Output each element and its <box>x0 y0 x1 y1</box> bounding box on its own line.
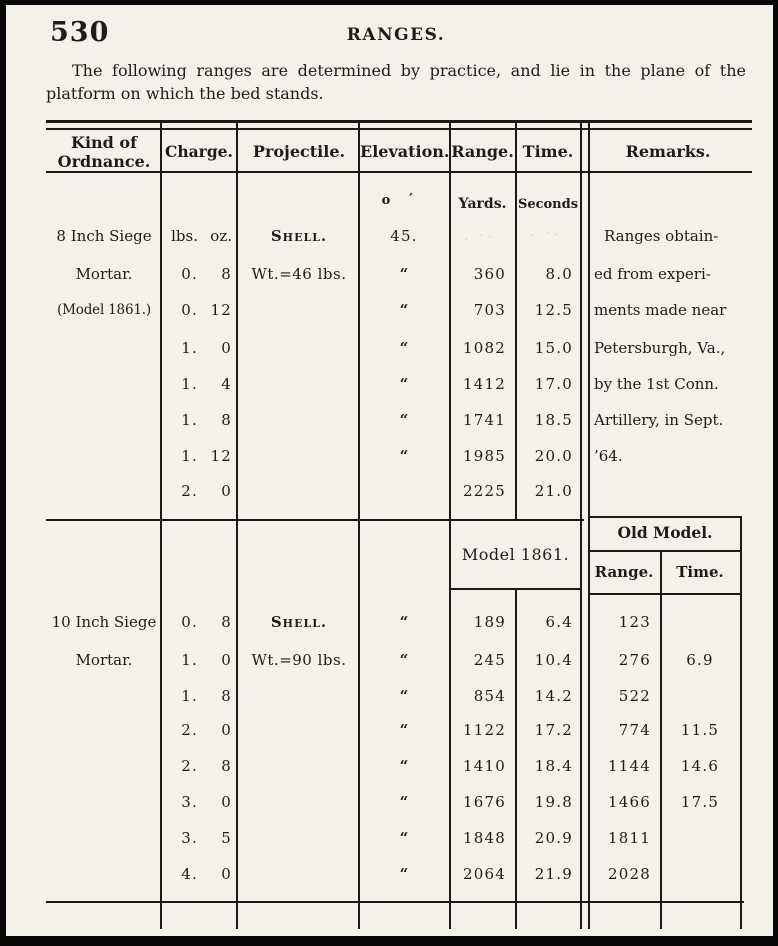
column-rule-projectile-elevation <box>358 123 360 929</box>
charge-oz-cell: 0 <box>221 482 232 500</box>
kind-cell: 10 Inch Siege <box>51 613 157 631</box>
remarks-cell <box>594 478 749 504</box>
projectile-cell <box>240 478 358 504</box>
elevation-cell: “ <box>399 411 409 429</box>
range-cell: 2064 <box>463 865 506 883</box>
charge-lbs-cell: 0. <box>181 265 198 283</box>
page-title: RANGES. <box>346 25 446 45</box>
time-cell: 17.2 <box>534 721 573 739</box>
charge-oz-cell: 4 <box>221 375 232 393</box>
old-model-time-cell <box>664 609 736 635</box>
elevation-cell: “ <box>399 651 409 669</box>
charge-oz-cell: 8 <box>221 613 232 631</box>
elevation-cell: “ <box>399 301 409 319</box>
elevation-cell: “ <box>399 793 409 811</box>
charge-lbs-cell: 2. <box>181 757 198 775</box>
range-cell: 1676 <box>463 793 506 811</box>
charge-oz-cell: 8 <box>221 757 232 775</box>
old-model-range-cell: 522 <box>618 687 651 705</box>
range-cell: 1082 <box>463 339 506 357</box>
range-cell: 854 <box>473 687 506 705</box>
kind-cell <box>48 789 160 815</box>
time-cell: 8.0 <box>545 265 573 283</box>
old-model-time-cell <box>664 861 736 887</box>
intro-paragraph-line1: The following ranges are determined by practice, and lie in the plane of the <box>72 61 746 80</box>
time-cell: 19.8 <box>534 793 573 811</box>
old-model-time-cell: 14.6 <box>680 757 720 775</box>
charge-oz-cell: 5 <box>221 829 232 847</box>
elevation-cell: “ <box>399 687 409 705</box>
time-cell: 18.5 <box>534 411 573 429</box>
range-cell: 360 <box>473 265 506 283</box>
range-cell: 1985 <box>463 447 506 465</box>
charge-lbs-cell: 1. <box>181 375 198 393</box>
elevation-cell: 45. <box>390 227 418 245</box>
projectile-cell <box>240 297 358 323</box>
old-model-time-cell <box>664 825 736 851</box>
range-cell: 1412 <box>463 375 506 393</box>
charge-oz-cell: 8 <box>221 411 232 429</box>
projectile-cell: Wt.=90 lbs. <box>251 651 347 669</box>
range-cell: 1410 <box>463 757 506 775</box>
charge-lbs-cell: 1. <box>181 447 198 465</box>
kind-cell: (Model 1861.) <box>57 302 151 318</box>
kind-cell: Mortar. <box>75 651 133 669</box>
old-model-range-cell: 774 <box>618 721 651 739</box>
charge-oz-cell: 0 <box>221 651 232 669</box>
remarks-cell: by the 1st Conn. <box>594 375 719 393</box>
charge-lbs-cell: lbs. <box>171 227 198 245</box>
old-model-range-cell: 123 <box>618 613 651 631</box>
header-remarks: Remarks. <box>625 142 711 161</box>
old-model-time-cell: 17.5 <box>680 793 720 811</box>
time-cell: 12.5 <box>534 301 573 319</box>
old-model-range-time-rule <box>660 550 662 929</box>
projectile-cell <box>240 371 358 397</box>
charge-lbs-cell: 3. <box>181 793 198 811</box>
charge-oz-cell: oz. <box>210 227 232 245</box>
header-kind-of-ordnance-line1: Kind of <box>71 133 137 152</box>
remarks-cell: ments made near <box>594 301 727 319</box>
remarks-cell: Ranges obtain- <box>604 227 719 245</box>
old-model-header-rule <box>589 550 742 552</box>
kind-cell <box>48 478 160 504</box>
header-projectile: Projectile. <box>252 142 346 161</box>
elevation-cell: “ <box>399 375 409 393</box>
old-model-range-cell: 1144 <box>608 757 651 775</box>
charge-lbs-cell: 1. <box>181 687 198 705</box>
range-cell: 189 <box>473 613 506 631</box>
old-model-range-cell: 1811 <box>608 829 651 847</box>
projectile-cell: Shell. <box>270 613 328 631</box>
kind-cell: 8 Inch Siege <box>56 227 152 245</box>
old-model-time-cell: 11.5 <box>680 721 720 739</box>
time-cell: 14.2 <box>534 687 573 705</box>
old-model-box-right-rule <box>740 516 742 929</box>
time-cell: 10.4 <box>534 651 573 669</box>
old-model-range-header: Range. <box>594 563 654 581</box>
old-model-range-cell: 276 <box>618 651 651 669</box>
charge-oz-cell: 0 <box>221 865 232 883</box>
remarks-cell: ed from experi- <box>594 265 711 283</box>
old-model-subheader-rule <box>589 593 742 595</box>
charge-lbs-cell: 1. <box>181 411 198 429</box>
time-cell: 20.0 <box>534 447 573 465</box>
charge-oz-cell: 12 <box>210 447 232 465</box>
charge-lbs-cell: 2. <box>181 482 198 500</box>
old-model-range-cell: 2028 <box>608 865 651 883</box>
elevation-cell <box>361 478 447 504</box>
projectile-cell <box>240 443 358 469</box>
model-1861-header: Model 1861. <box>461 545 570 564</box>
projectile-cell <box>240 683 358 709</box>
kind-cell <box>48 753 160 779</box>
intro-paragraph-line2: platform on which the bed stands. <box>46 84 324 103</box>
time-cell: 20.9 <box>534 829 573 847</box>
time-cell: 18.4 <box>534 757 573 775</box>
kind-cell <box>48 335 160 361</box>
elevation-cell: “ <box>399 865 409 883</box>
elevation-cell: “ <box>399 829 409 847</box>
header-time: Time. <box>522 142 574 161</box>
old-model-range-cell: 1466 <box>608 793 651 811</box>
charge-oz-cell: 12 <box>210 301 232 319</box>
time-cell: 6.4 <box>545 613 573 631</box>
range-unit-label: Yards. <box>458 196 507 212</box>
range-cell: 245 <box>473 651 506 669</box>
range-cell: 2225 <box>463 482 506 500</box>
remarks-cell: Petersburgh, Va., <box>594 339 726 357</box>
table-top-rule <box>46 120 752 123</box>
table-top-rule-2 <box>46 128 752 130</box>
old-model-box-top-rule <box>589 516 742 518</box>
header-kind-of-ordnance-line2: Ordnance. <box>57 152 151 171</box>
charge-oz-cell: 8 <box>221 265 232 283</box>
time-cell <box>511 223 573 249</box>
range-cell: 1741 <box>463 411 506 429</box>
remarks-cell: ’64. <box>594 447 623 465</box>
time-cell: 21.9 <box>534 865 573 883</box>
header-range: Range. <box>451 142 514 161</box>
elevation-cell: “ <box>399 721 409 739</box>
charge-lbs-cell: 2. <box>181 721 198 739</box>
old-model-time-cell: 6.9 <box>686 651 714 669</box>
time-cell: 17.0 <box>534 375 573 393</box>
elevation-cell: “ <box>399 757 409 775</box>
range-cell <box>451 223 506 249</box>
projectile-cell <box>240 717 358 743</box>
range-cell: 1848 <box>463 829 506 847</box>
charge-lbs-cell: 3. <box>181 829 198 847</box>
old-model-time-cell <box>664 683 736 709</box>
old-model-header: Old Model. <box>617 523 713 542</box>
charge-lbs-cell: 0. <box>181 613 198 631</box>
projectile-cell <box>240 407 358 433</box>
kind-cell <box>48 683 160 709</box>
kind-cell <box>48 443 160 469</box>
elevation-minute-symbol: ′ <box>409 190 413 208</box>
time-unit-label: Seconds <box>517 197 579 212</box>
kind-cell <box>48 407 160 433</box>
charge-lbs-cell: 4. <box>181 865 198 883</box>
charge-oz-cell: 0 <box>221 339 232 357</box>
charge-oz-cell: 8 <box>221 687 232 705</box>
charge-oz-cell: 0 <box>221 721 232 739</box>
projectile-cell: Wt.=46 lbs. <box>251 265 347 283</box>
elevation-cell: “ <box>399 613 409 631</box>
page-number: 530 <box>50 17 110 48</box>
range-cell: 703 <box>473 301 506 319</box>
projectile-cell: Shell. <box>270 227 328 245</box>
time-cell: 21.0 <box>534 482 573 500</box>
elevation-cell: “ <box>399 265 409 283</box>
charge-lbs-cell: 0. <box>181 301 198 319</box>
kind-cell <box>48 825 160 851</box>
document-page <box>6 5 773 936</box>
elevation-degree-symbol: o <box>381 193 391 208</box>
header-elevation: Elevation. <box>360 142 450 161</box>
elevation-cell: “ <box>399 339 409 357</box>
time-cell: 15.0 <box>534 339 573 357</box>
remarks-cell: Artillery, in Sept. <box>594 411 724 429</box>
projectile-cell <box>240 753 358 779</box>
projectile-cell <box>240 335 358 361</box>
header-charge: Charge. <box>165 142 233 161</box>
projectile-cell <box>240 825 358 851</box>
column-rule-charge-projectile <box>236 123 238 929</box>
kind-cell <box>48 371 160 397</box>
charge-lbs-cell: 1. <box>181 651 198 669</box>
elevation-cell: “ <box>399 447 409 465</box>
double-rule-left <box>580 123 582 929</box>
kind-cell: Mortar. <box>75 265 133 283</box>
projectile-cell <box>240 861 358 887</box>
table-bottom-rule <box>46 901 744 903</box>
old-model-time-header: Time. <box>676 563 724 581</box>
range-cell: 1122 <box>463 721 506 739</box>
kind-cell <box>48 861 160 887</box>
charge-oz-cell: 0 <box>221 793 232 811</box>
charge-lbs-cell: 1. <box>181 339 198 357</box>
projectile-cell <box>240 789 358 815</box>
section-divider-rule <box>46 519 584 521</box>
kind-cell <box>48 717 160 743</box>
